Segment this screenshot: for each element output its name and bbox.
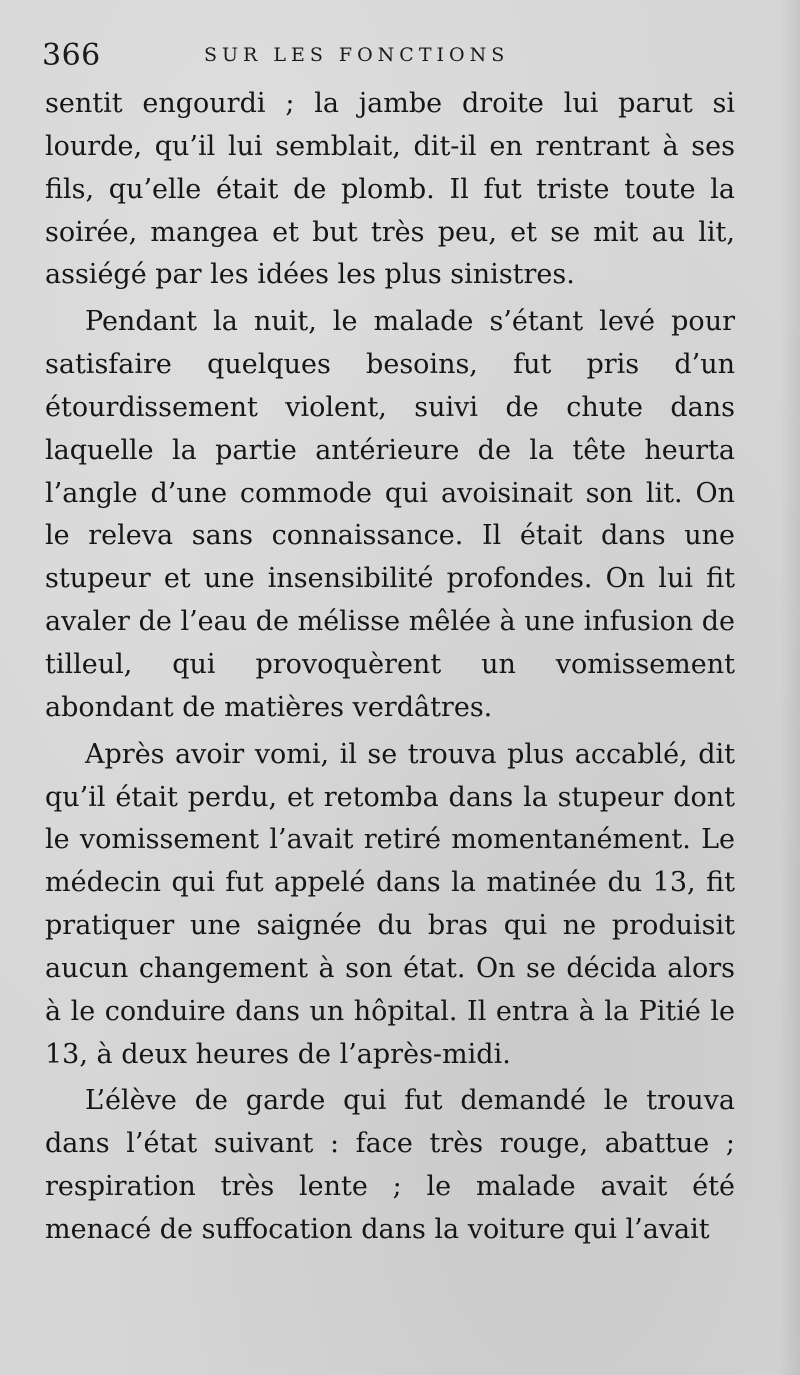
paragraph-1: sentit engourdi ; la jambe droite lui parut si lourde, qu’il lui semblait, dit-il en rentrant à ses fils, qu’elle était de plomb. Il fut triste toute la soirée, mangea et but très peu, et se mit au lit, assiégé par les idées les plus sinistres. [45,88,735,291]
running-head: SUR LES FONCTIONS [204,44,510,66]
page-number: 366 [42,38,101,73]
paragraph-4: L’élève de garde qui fut demandé le trouva dans l’état suivant : face très rouge, abattue ; respiration très lente ; le malade avait été menacé de suffocation dans la voiture qui l’avait [45,1085,735,1245]
paragraph-2: Pendant la nuit, le malade s’étant levé pour satisfaire quelques besoins, fut pris d’un étourdissement violent, suivi de chute dans laquelle la partie antérieure de la tête heurta l’angle d’une commode qui avoisinait son lit. On le releva sans connaissance. Il était dans une stupeur et une insensibilité profondes. On lui fit avaler de l’eau de mélisse mêlée à une infusion de tilleul, qui provoquèrent un vomissement abondant de matières verdâtres. [45,306,735,723]
body-text [45,83,735,1252]
paragraph-3: Après avoir vomi, il se trouva plus accablé, dit qu’il était perdu, et retomba dans la stupeur dont le vomissement l’avait retiré momentanément. Le médecin qui fut appelé dans la matinée du 13, fit pratiquer une saignée du bras qui ne produisit aucun changement à son état. On se décida alors à le conduire dans un hôpital. Il entra à la Pitié le 13, à deux heures de l’après-midi. [45,738,735,1070]
page-edge-shadow [780,0,800,1375]
page-header [42,38,742,78]
